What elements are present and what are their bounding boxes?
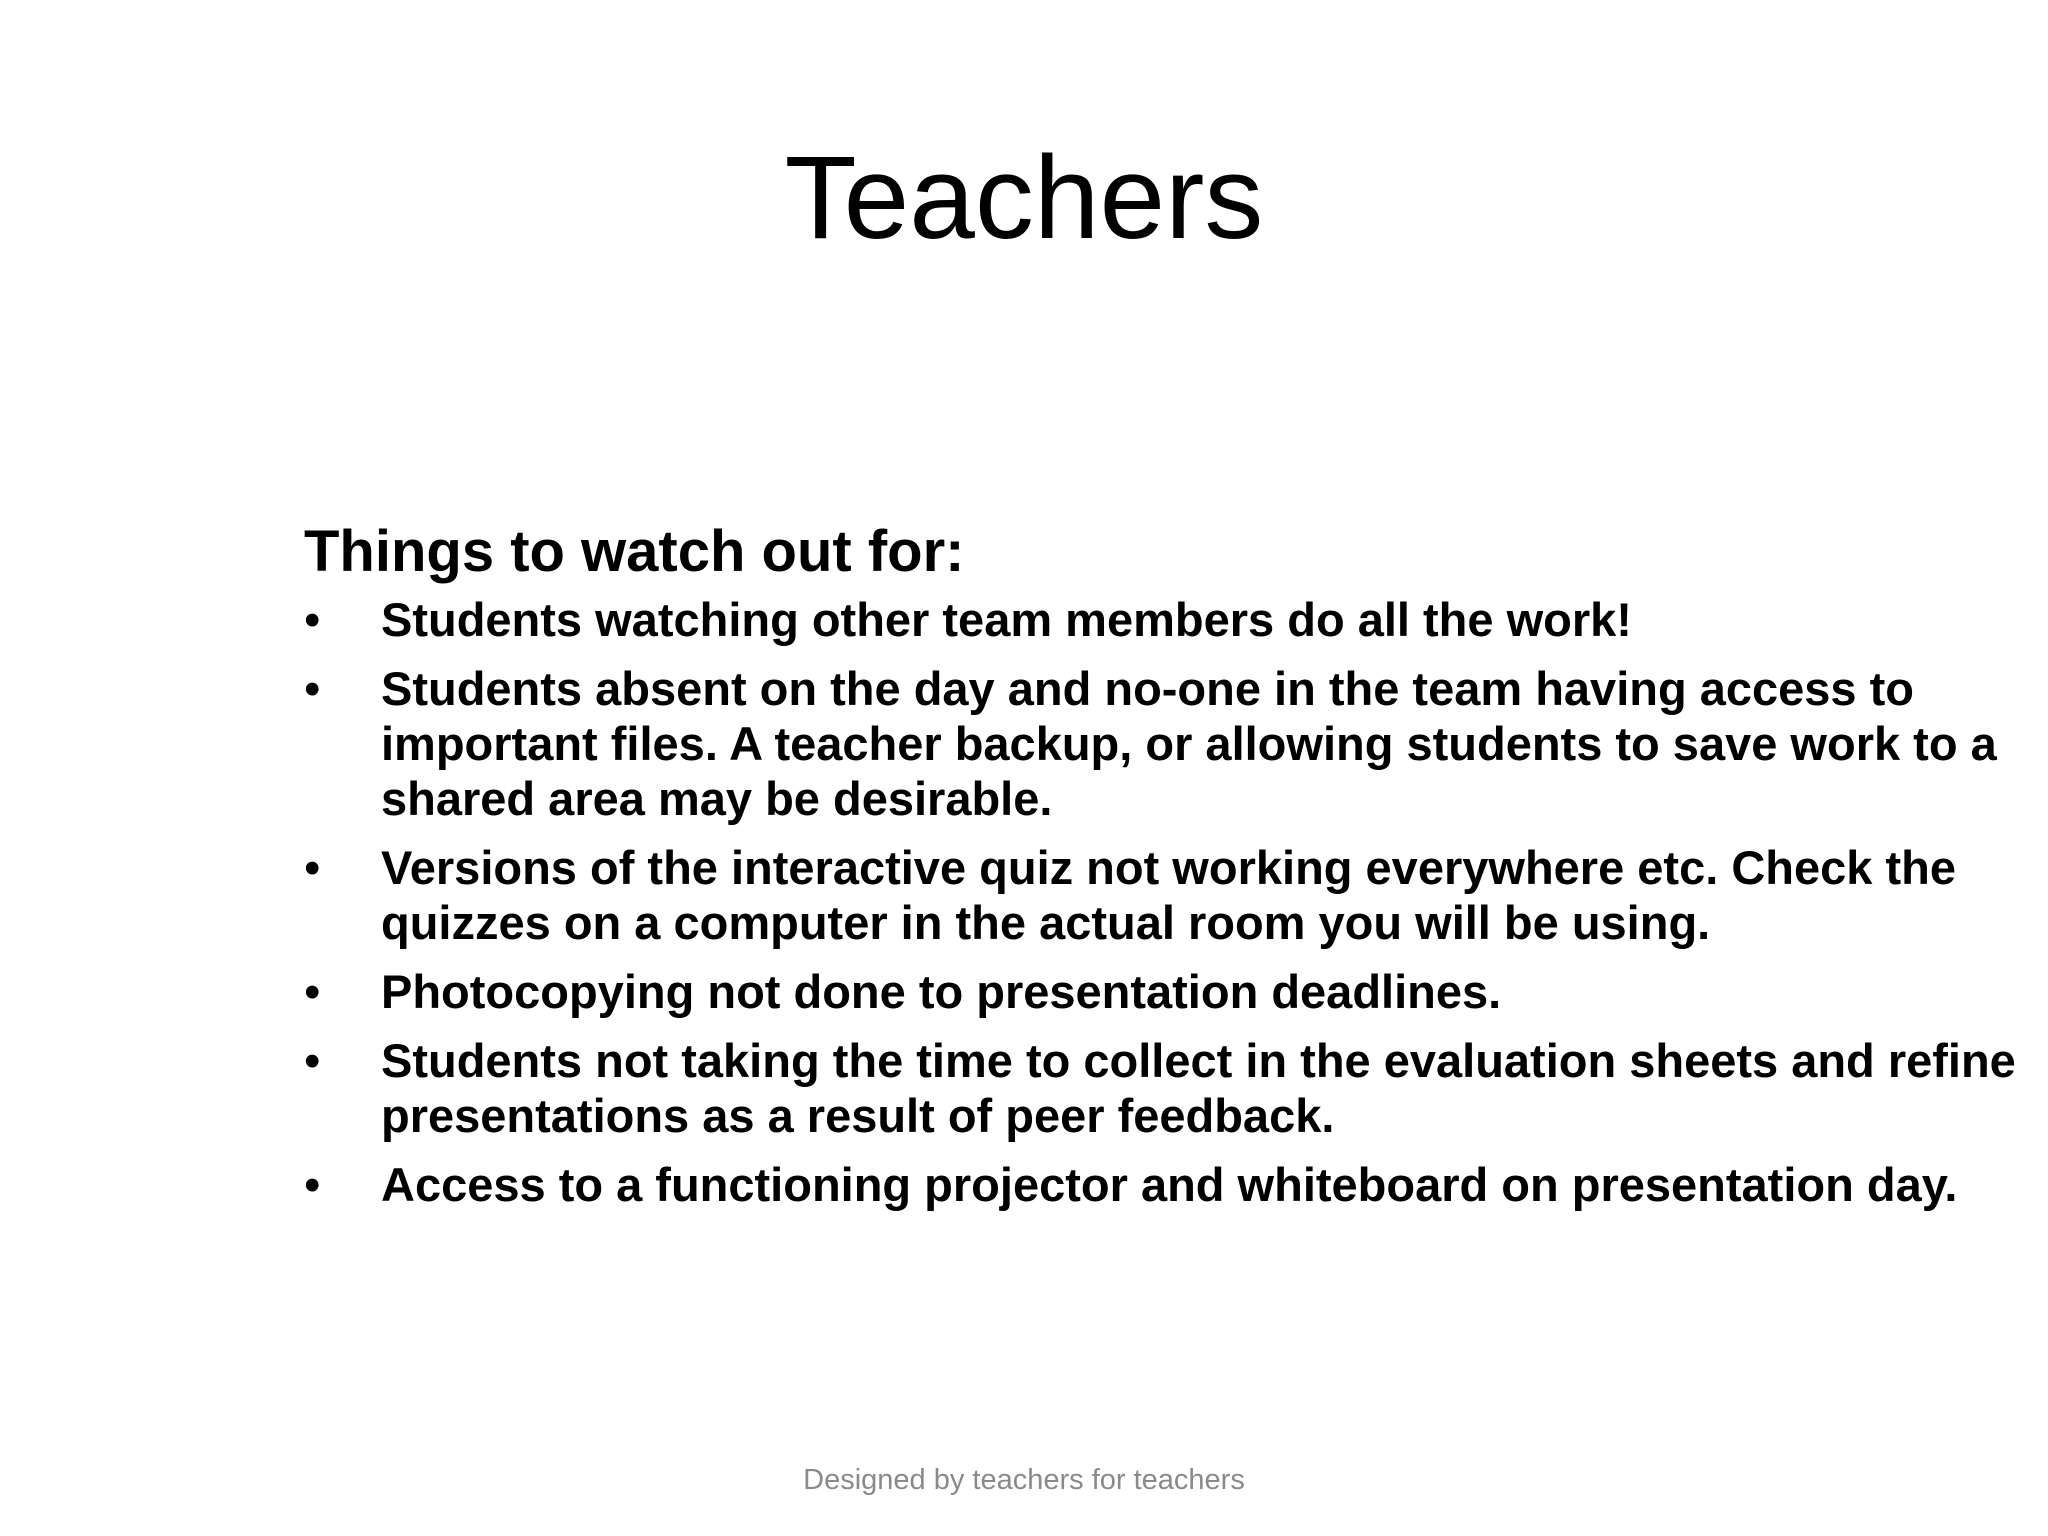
bullet-item	[304, 964, 2024, 1019]
bullet-icon: •	[304, 1158, 321, 1211]
bullet-text: Versions of the interactive quiz not working everywhere etc. Check the quizzes on a computer in the actual room you will be using.	[381, 841, 1956, 949]
bullet-text: Photocopying not done to presentation deadlines.	[381, 965, 1502, 1018]
bullet-item	[304, 592, 2024, 647]
bullet-list	[304, 592, 2024, 1212]
bullet-icon: •	[304, 1034, 321, 1087]
slide-content	[304, 516, 2024, 1226]
bullet-icon: •	[304, 965, 321, 1018]
bullet-text: Access to a functioning projector and whiteboard on presentation day.	[381, 1158, 1958, 1211]
bullet-icon: •	[304, 593, 321, 646]
slide-title: Teachers	[784, 132, 1264, 264]
content-heading: Things to watch out for:	[304, 519, 965, 584]
bullet-item	[304, 1033, 2024, 1143]
bullet-icon: •	[304, 662, 321, 715]
bullet-text: Students not taking the time to collect in the evaluation sheets and refine presentations as a result of peer feedback.	[381, 1034, 2016, 1142]
slide-footer: Designed by teachers for teachers	[803, 1464, 1245, 1496]
bullet-item	[304, 1157, 2024, 1212]
bullet-text: Students absent on the day and no-one in the team having access to important files. A teacher backup, or allowing students to save work to a shared area may be desirable.	[381, 662, 1997, 825]
bullet-text: Students watching other team members do all the work!	[381, 593, 1632, 646]
bullet-item	[304, 840, 2024, 950]
bullet-item	[304, 661, 2024, 826]
bullet-icon: •	[304, 841, 321, 894]
